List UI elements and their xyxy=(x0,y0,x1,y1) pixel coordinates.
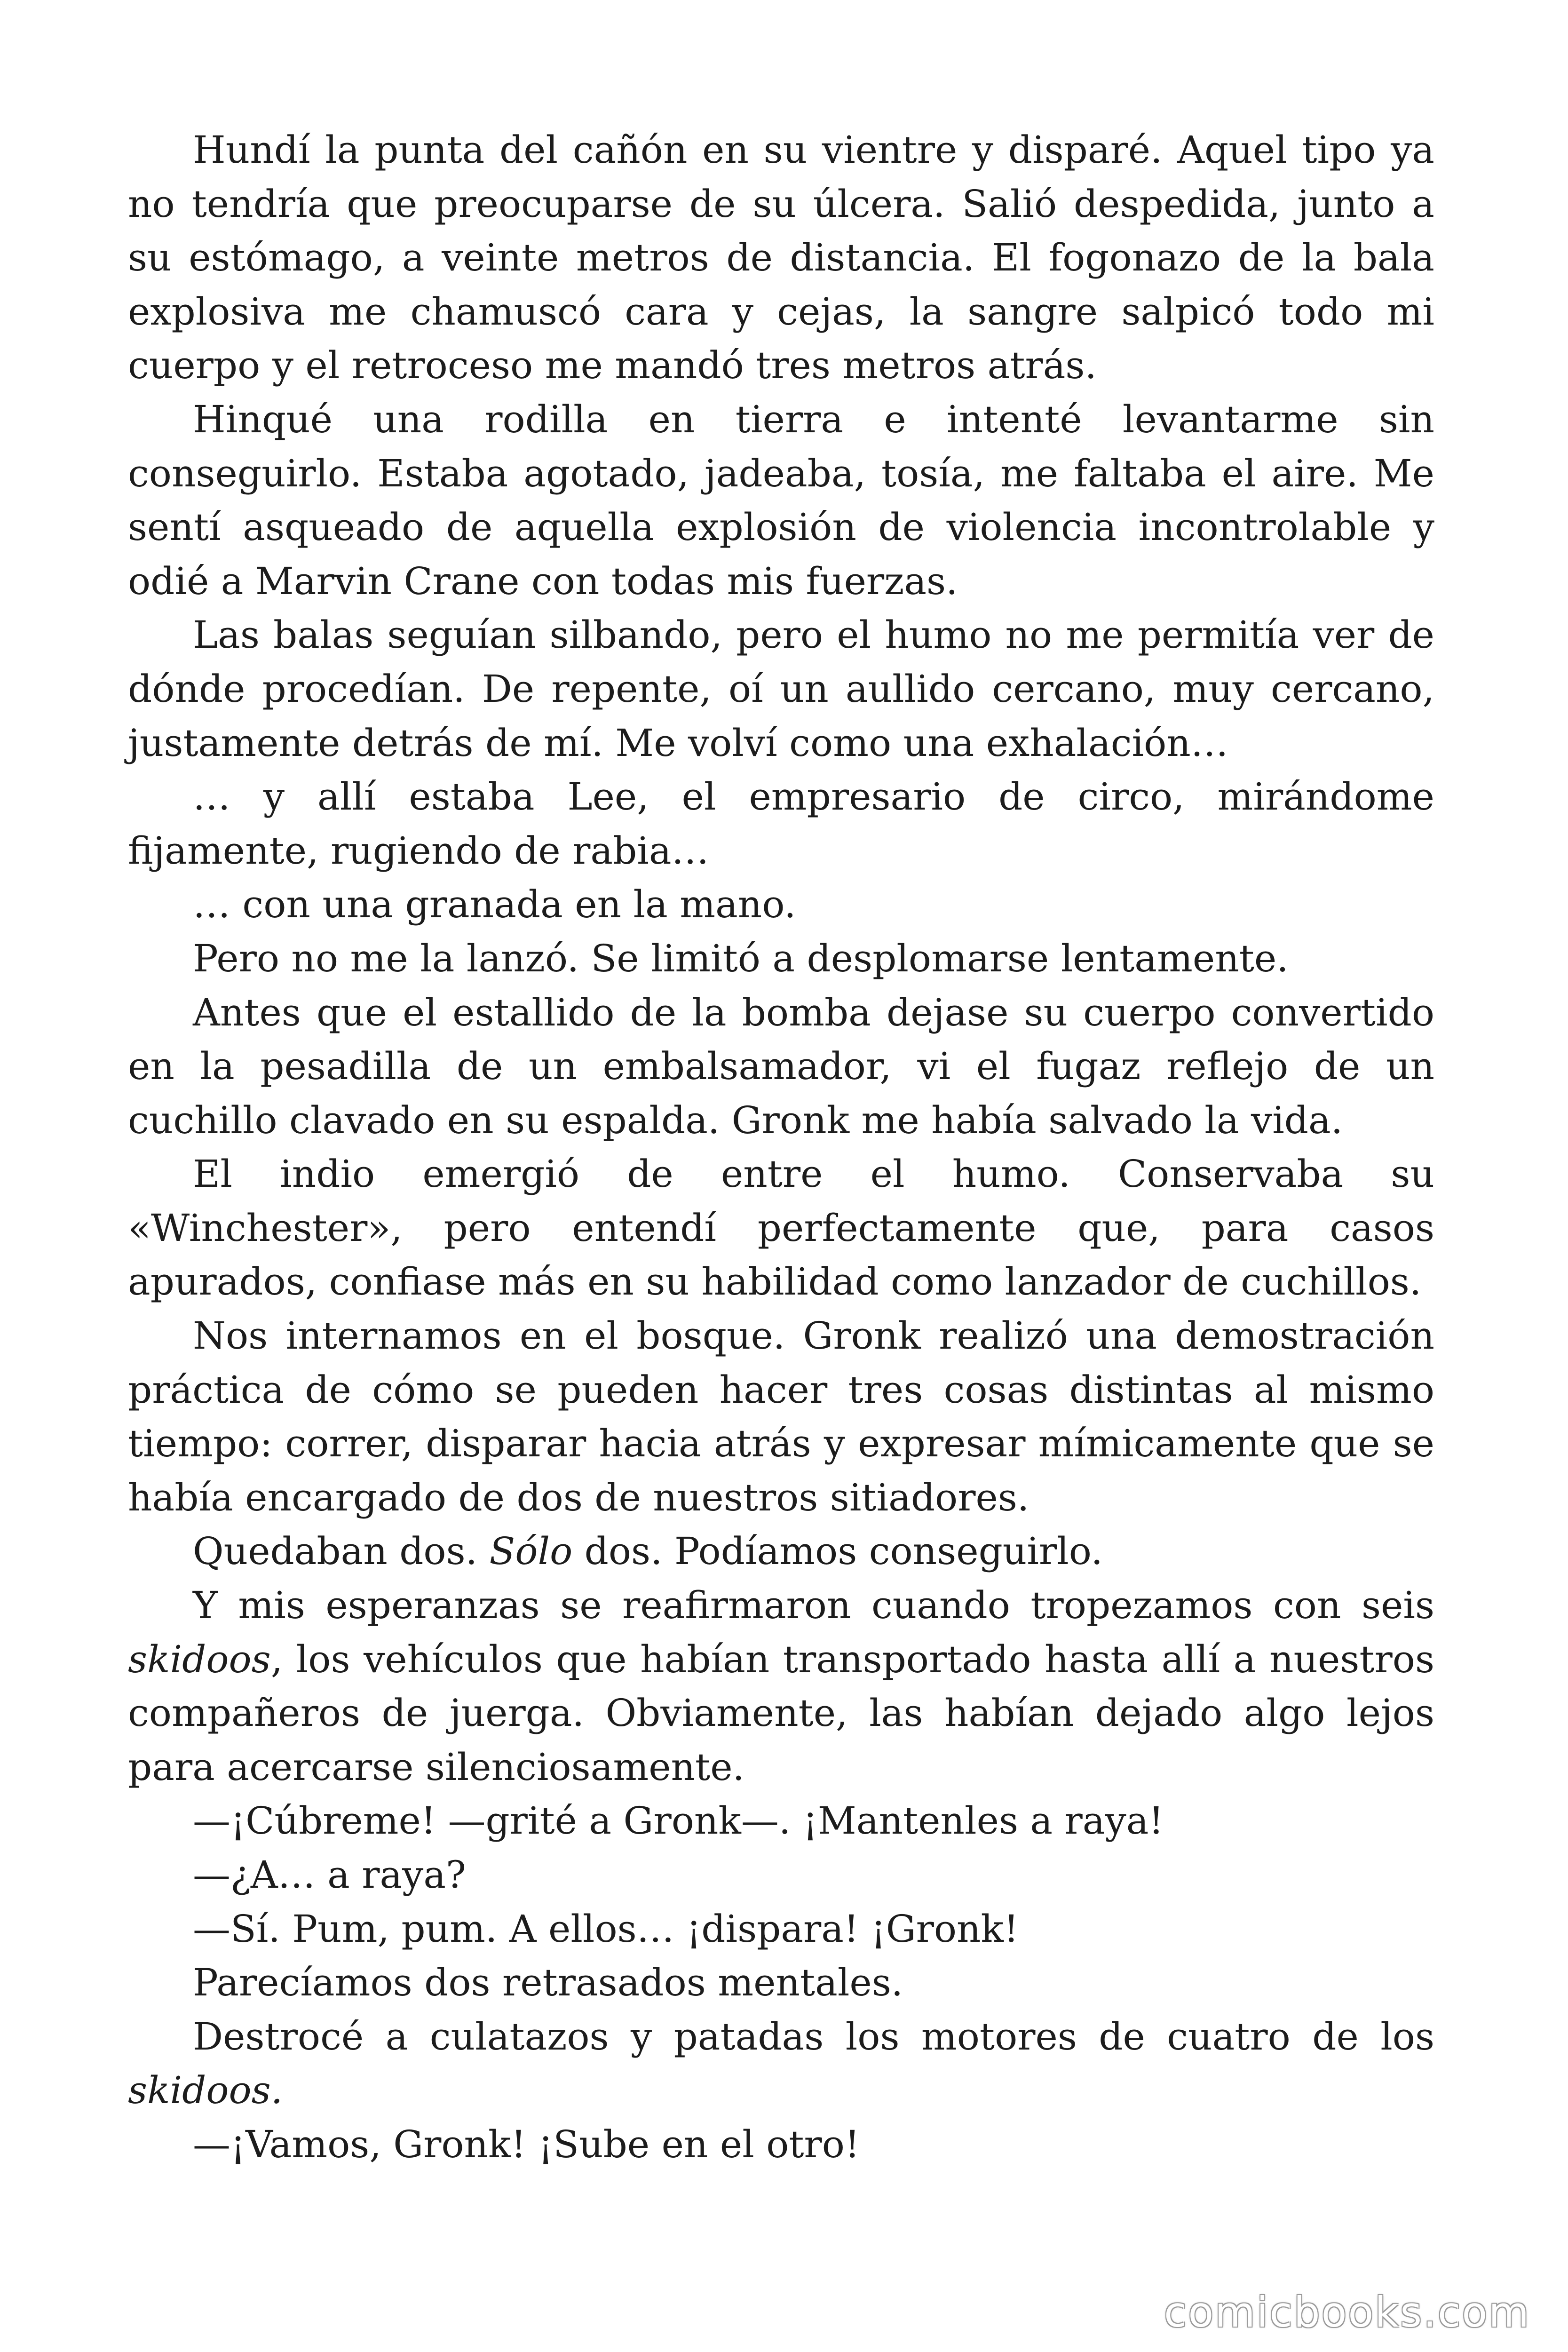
text-run: —¡Cúbreme! —grité a Gronk—. ¡Mantenles a raya! xyxy=(193,1799,1164,1843)
paragraph xyxy=(128,770,1434,878)
paragraph xyxy=(128,1525,1434,1579)
paragraph xyxy=(128,2010,1434,2118)
italic-run: skidoos xyxy=(128,1637,271,1681)
paragraph xyxy=(128,123,1434,393)
italic-run: skidoos. xyxy=(128,2068,283,2113)
text-run: —¡Vamos, Gronk! ¡Sube en el otro! xyxy=(193,2122,860,2166)
text-run: Antes que el estallido de la bomba dejase su cuerpo convertido en la pesadilla de un embalsamador, vi el fugaz reflejo de un cuchillo clavado en su espalda. Gronk me había salvado la vida. xyxy=(128,990,1434,1142)
paragraph xyxy=(128,878,1434,932)
text-run: Quedaban dos. xyxy=(193,1529,490,1573)
text-run: Las balas seguían silbando, pero el humo no me permitía ver de dónde procedían. De repente, oí un aullido cercano, muy cercano, justamente detrás de mí. Me volví como una exhalación… xyxy=(128,613,1434,765)
paragraph xyxy=(128,1902,1434,1956)
text-run: —Sí. Pum, pum. A ellos… ¡dispara! ¡Gronk! xyxy=(193,1907,1019,1951)
paragraph xyxy=(128,1956,1434,2010)
body-text xyxy=(128,123,1434,2172)
paragraph xyxy=(128,1147,1434,1309)
text-run: dos. Podíamos conseguirlo. xyxy=(572,1529,1103,1573)
text-run: … con una granada en la mano. xyxy=(193,882,796,927)
text-run: Y mis esperanzas se reafirmaron cuando tropezamos con seis xyxy=(193,1583,1434,1628)
text-run: El indio emergió de entre el humo. Conservaba su «Winchester», pero entendí perfectamente que, para casos apurados, confiase más en su habilidad como lanzador de cuchillos. xyxy=(128,1152,1434,1304)
paragraph xyxy=(128,1309,1434,1525)
paragraph xyxy=(128,393,1434,608)
text-run: Destrocé a culatazos y patadas los motores de cuatro de los xyxy=(193,2014,1434,2058)
site-watermark: comicbooks.com xyxy=(1164,2288,1530,2336)
text-run: —¿A… a raya? xyxy=(193,1853,466,1897)
text-run: … y allí estaba Lee, el empresario de circo, mirándome fijamente, rugiendo de rabia… xyxy=(128,775,1434,873)
text-run: Pero no me la lanzó. Se limitó a desplomarse lentamente. xyxy=(193,936,1289,980)
text-run: , los vehículos que habían transportado hasta allí a nuestros compañeros de juerga. Obviamente, las habían dejado algo lejos para acercarse silenciosamente. xyxy=(128,1637,1434,1789)
italic-run: Sólo xyxy=(489,1529,573,1573)
paragraph xyxy=(128,932,1434,986)
text-run: Parecíamos dos retrasados mentales. xyxy=(193,1961,903,2005)
paragraph xyxy=(128,608,1434,770)
paragraph xyxy=(128,2118,1434,2172)
paragraph xyxy=(128,1848,1434,1902)
text-run: Nos internamos en el bosque. Gronk realizó una demostración práctica de cómo se pueden hacer tres cosas distintas al mismo tiempo: correr, disparar hacia atrás y expresar mímicamente que se había encargado de dos de nuestros sitiadores. xyxy=(128,1314,1434,1519)
paragraph xyxy=(128,1794,1434,1848)
paragraph xyxy=(128,986,1434,1148)
text-run: Hundí la punta del cañón en su vientre y disparé. Aquel tipo ya no tendría que preocuparse de su úlcera. Salió despedida, junto a su estómago, a veinte metros de distancia. El fogonazo de la bala explosiva me chamuscó cara y cejas, la sangre salpicó todo mi cuerpo y el retroceso me mandó tres metros atrás. xyxy=(128,128,1434,388)
paragraph xyxy=(128,1579,1434,1794)
text-run: Hinqué una rodilla en tierra e intenté levantarme sin conseguirlo. Estaba agotado, jadeaba, tosía, me faltaba el aire. Me sentí asqueado de aquella explosión de violencia incontrolable y odié a Marvin Crane con todas mis fuerzas. xyxy=(128,397,1434,603)
